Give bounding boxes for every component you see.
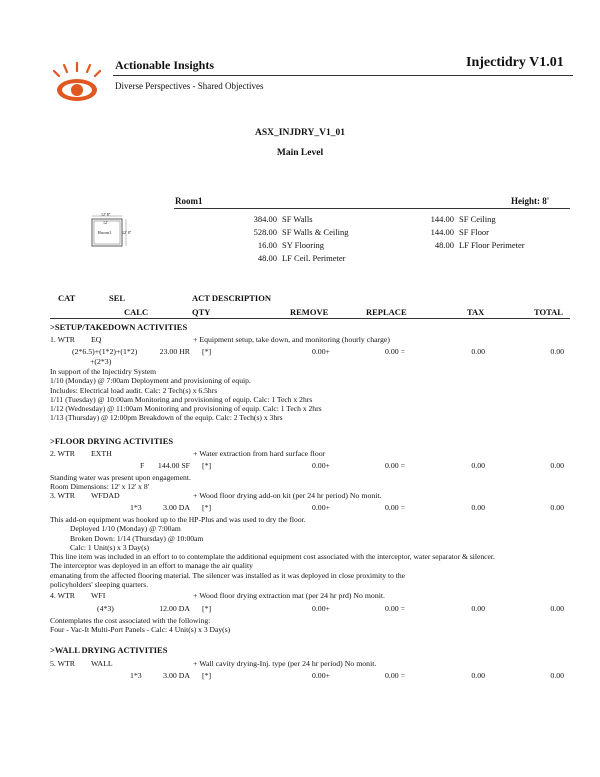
company-logo [50,62,105,104]
item-desc: + Wall cavity drying-Inj. type (per 24 hr period) No monit. [193,659,377,668]
item-replace: 0.00 = [385,461,405,470]
item-qty: 12.00 DA [159,604,190,613]
item-flag: [*] [202,671,212,680]
item-remove: 0.00+ [311,671,330,680]
item-notes [50,616,230,635]
meas-value: 48.00 [257,253,277,263]
item-number: 2. WTR [50,449,75,458]
header-rule [113,75,573,76]
room-underline [174,208,570,209]
product-title: Injectidry V1.01 [466,55,564,70]
col-replace: REPLACE [366,307,407,317]
item-calc: 1*3 [130,671,142,680]
meas-value: 144.00 [430,214,454,224]
meas-label: SF Floor [459,227,489,237]
item-qty: 3.00 DA [163,503,190,512]
item-total: 0.00 [550,461,564,470]
level-title: Main Level [276,148,324,158]
item-tax: 0.00 [471,604,485,613]
item-qty: 3.00 DA [163,671,190,680]
item-flag: [*] [202,347,212,356]
sketch-room-label: Room1 [98,230,112,235]
note-line: Four - Vac-It Multi-Port Panels - Calc: 4 Unit(s) x 3 Day(s) [50,625,231,635]
meas-label: LF Floor Perimeter [459,240,525,250]
item-qty: 144.00 SF [157,461,190,470]
item-desc: + Wood floor drying extraction mat (per 24 hr prd) No monit. [193,591,386,600]
meas-value: 144.00 [430,227,454,237]
item-notes [50,473,191,492]
item-calc: 1*3 [130,503,142,512]
note-line: 1/10 (Monday) @ 7:00am Deployment and provisioning of equip. [50,376,251,386]
item-desc: + Wood floor drying add-on kit (per 24 hr period) No monit. [193,491,382,500]
col-calc: CALC [124,307,149,317]
columns-rule [50,318,570,319]
item-remove: 0.00+ [311,461,330,470]
item-flag: [*] [202,503,212,512]
col-qty: QTY [192,307,211,317]
meas-label: SF Walls [282,214,313,224]
note-line: Deployed 1/10 (Monday) @ 7:00am [70,524,181,534]
item-notes [50,515,495,589]
col-sel: SEL [109,293,126,303]
note-line: Room Dimensions: 12' x 12' x 8' [50,482,150,492]
meas-value: 48.00 [434,240,454,250]
item-sel: WFI [91,591,106,600]
item-number: 1. WTR [50,335,75,344]
room-name: Room1 [175,196,203,206]
item-number: 4. WTR [50,591,75,600]
note-line: This add-on equipment was hooked up to the HP-Plus and was used to dry the floor. [50,515,306,524]
item-replace: 0.00 = [385,671,405,680]
item-calc: (2*6.5)+(1*2)+(1*2) [72,347,138,356]
note-line: The interceptor was deployed in an effort to manage the air quality [50,561,253,571]
meas-value: 384.00 [253,214,277,224]
item-number: 3. WTR [50,491,75,500]
company-tagline: Diverse Perspectives - Shared Objectives [115,81,264,91]
item-sel: EQ [91,335,102,344]
estimate-code: ASX_INJDRY_V1_01 [255,128,345,138]
note-line: Calc: 1 Unit(s) x 3 Day(s) [70,542,150,552]
meas-label: SF Walls & Ceiling [282,227,349,237]
item-sel: WALL [91,659,113,668]
note-line: Standing water was present upon engagement. [50,473,191,482]
meas-label: SF Ceiling [459,214,496,224]
item-desc: + Equipment setup, take down, and monitoring (hourly charge) [193,335,390,344]
item-tax: 0.00 [471,461,485,470]
sketch-dim-side: 12' 8" [122,230,132,235]
note-line: Contemplates the cost associated with the following: [50,616,211,625]
sketch-dim-top: 12' 8" [101,212,111,217]
item-total: 0.00 [550,503,564,512]
note-line: In support of the Injectidry System [50,367,157,376]
note-line: This line item was included in an effort to to contemplate the additional equipment cost associated with the interceptor, water separator & silencer. [50,552,495,562]
item-flag: [*] [202,461,212,470]
item-tax: 0.00 [471,503,485,512]
section-title-setup: >SETUP/TAKEDOWN ACTIVITIES [50,322,188,332]
item-remove: 0.00+ [311,503,330,512]
room-sketch [87,214,133,250]
item-total: 0.00 [550,347,564,356]
item-calc: F [140,461,145,470]
item-total: 0.00 [550,604,564,613]
col-remove: REMOVE [290,307,329,317]
item-number: 5. WTR [50,659,75,668]
company-name: Actionable Insights [115,58,215,72]
item-replace: 0.00 = [385,347,405,356]
item-tax: 0.00 [471,671,485,680]
item-remove: 0.00+ [311,347,330,356]
item-flag: [*] [202,604,212,613]
note-line: 1/12 (Wednesday) @ 11:00am Monitoring and provisioning of equip. Calc: 1 Tech x 2hrs [50,404,322,414]
room-height: Height: 8' [511,196,550,206]
col-tax: TAX [467,307,485,317]
item-qty: 23.00 HR [159,347,190,356]
item-remove: 0.00+ [311,604,330,613]
item-replace: 0.00 = [385,503,405,512]
meas-label: LF Ceil. Perimeter [282,253,346,263]
item-calc: (4*3) [97,604,114,613]
note-line: Broken Down: 1/14 (Thursday) @ 10:00am [70,533,204,543]
item-sel: WFDAD [91,491,120,500]
col-act-desc: ACT DESCRIPTION [192,293,271,303]
item-total: 0.00 [550,671,564,680]
note-line: 1/11 (Tuesday) @ 10:00am Monitoring and provisioning of equip. Calc: 1 Tech x 2hrs [50,394,313,404]
section-title-floor: >FLOOR DRYING ACTIVITIES [50,436,174,446]
section-title-wall: >WALL DRYING ACTIVITIES [50,645,168,655]
eye-logo-icon [50,62,105,104]
meas-value: 528.00 [253,227,277,237]
meas-label: SY Flooring [282,240,324,250]
item-replace: 0.00 = [385,604,405,613]
item-sel: EXTH [91,449,112,458]
meas-value: 16.00 [257,240,277,250]
item-tax: 0.00 [471,347,485,356]
note-line: policyholders' sleeping quarters. [50,580,149,590]
item-calc-cont: +(2*3) [90,357,112,366]
sketch-dim-inner: 12' [103,220,108,225]
note-line: Includes: Electrical load audit. Calc: 2 Tech(s) x 6.5hrs [50,385,218,395]
note-line: 1/13 (Thursday) @ 12:00pm Breakdown of the equip. Calc: 2 Tech(s) x 3hrs [50,413,283,423]
item-desc: + Water extraction from hard surface floor [193,449,326,458]
col-cat: CAT [58,293,76,303]
note-line: emanating from the affected flooring material. The silencer was installed as it was deployed in close proximity to the [50,570,406,580]
col-total: TOTAL [534,307,563,317]
item-notes [50,367,322,423]
